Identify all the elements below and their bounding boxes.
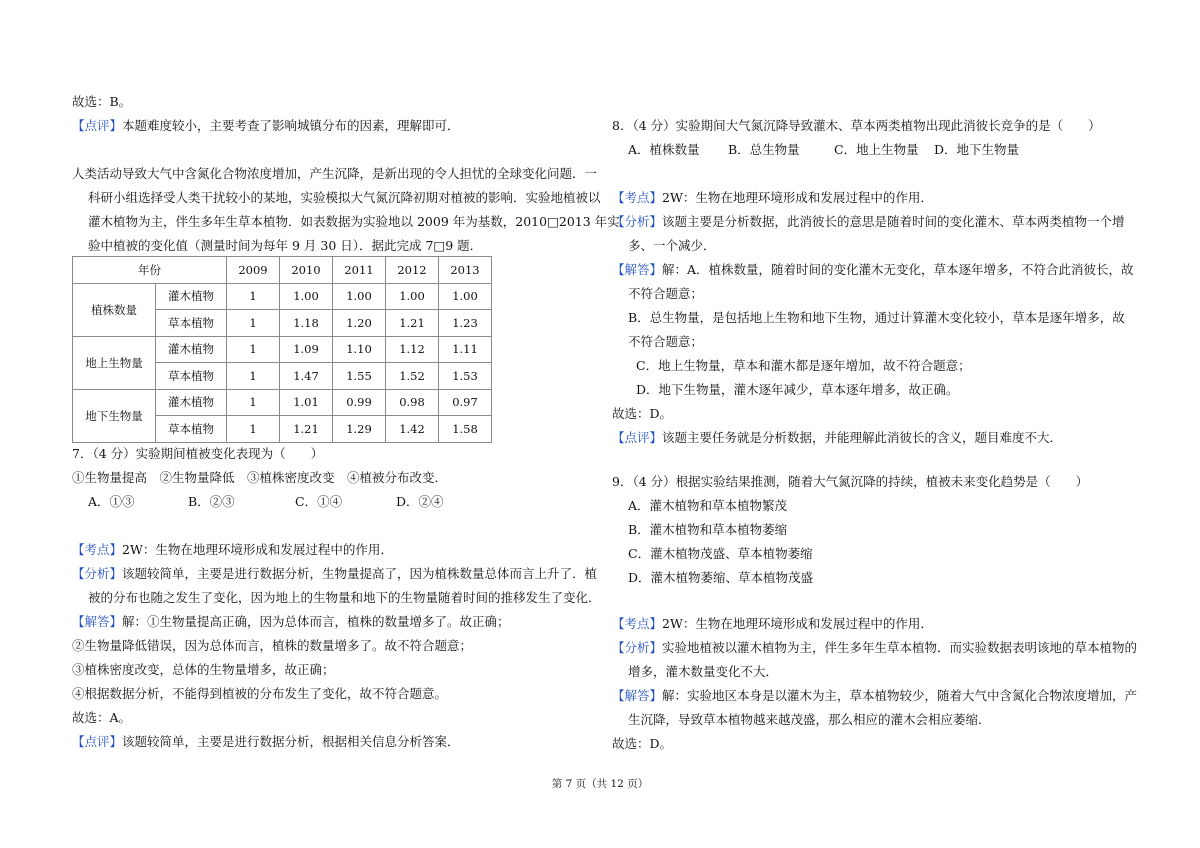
table-cell: 1.00 [386,283,439,310]
table-cell: 1.55 [333,363,386,390]
solution-line: 不符合题意； [628,334,704,349]
table-cell: 1 [227,389,280,416]
solution-text: 解：A．植株数量，随着时间的变化灌木无变化，草本逐年增多，不符合此消彼长，故 [662,262,1134,277]
analysis-text: 该题较简单，主要是进行数据分析，生物量提高了，因为植株数量总体而言上升了．植 [122,566,598,581]
page-number: 第 7 页（共 12 页） [551,778,649,790]
option-a: A．灌木植物和草本植物繁茂 [628,498,788,513]
knowledge-text: 2W：生物在地理环境形成和发展过程中的作用． [122,542,393,557]
option-d: D．灌木植物萎缩、草本植物茂盛 [628,570,814,585]
table-cell: 1.23 [439,310,492,337]
row-label: 灌木植物 [156,283,227,310]
passage-line: 验中植被的变化值（测量时间为每年 9 月 30 日）．据此完成 7□9 题． [88,238,483,253]
option-c: C．灌木植物茂盛、草本植物萎缩 [628,546,813,561]
review-tag: 【点评】 [612,430,663,445]
question-7-items: ①生物量提高 ②生物量降低 ③植株密度改变 ④植被分布改变． [72,470,448,485]
solution-line: 不符合题意； [628,286,704,301]
table-header-cell: 2012 [386,257,439,284]
option-c: C．地上生物量 [834,142,919,157]
table-cell: 1.42 [386,416,439,443]
table-header-cell: 2010 [280,257,333,284]
review-line [612,430,1062,446]
answer-line: 故选：B。 [72,94,132,109]
solution-line [72,614,510,630]
analysis-tag: 【分析】 [72,566,123,581]
solution-line: B．总生物量，是包括地上生物和地下生物，通过计算灌木变化较小，草本是逐年增多，故 [628,310,1125,325]
table-cell: 0.97 [439,389,492,416]
option-c: C．①④ [295,494,343,509]
solution-line: ②生物量降低错误，因为总体而言，植株的数量增多了。故不符合题意； [72,638,473,653]
table-cell: 1.00 [439,283,492,310]
review-text: 本题难度较小，主要考查了影响城镇分布的因素，理解即可． [122,118,460,133]
analysis-line [612,640,1137,656]
table-cell: 1.10 [333,336,386,363]
solution-line: C．地上生物量，草本和灌木都是逐年增加，故不符合题意； [636,358,971,373]
table-cell: 1.47 [280,363,333,390]
row-label: 草本植物 [156,416,227,443]
answer-line: 故选：A。 [72,710,132,725]
table-cell: 1.20 [333,310,386,337]
solution-tag: 【解答】 [612,688,663,703]
solution-text: 解：①生物量提高正确，因为总体而言，植株的数量增多了。故正确； [122,614,510,629]
knowledge-tag: 【考点】 [612,190,663,205]
table-row [73,283,492,310]
table-cell: 1.11 [439,336,492,363]
knowledge-point [612,616,933,632]
table-cell: 0.99 [333,389,386,416]
table-header-cell: 年份 [73,257,227,284]
answer-line: 故选：D。 [612,406,673,421]
knowledge-tag: 【考点】 [612,616,663,631]
option-a: A．①③ [88,494,135,509]
knowledge-text: 2W：生物在地理环境形成和发展过程中的作用． [662,616,933,631]
analysis-tag: 【分析】 [612,640,663,655]
table-cell: 1.00 [333,283,386,310]
table-cell: 1.18 [280,310,333,337]
question-7: 7．（4 分）实验期间植被变化表现为（ ） [72,446,324,461]
question-9: 9．（4 分）根据实验结果推测，随着大气氮沉降的持续，植被未来变化趋势是（ ） [612,474,1089,489]
option-b: B．总生物量 [728,142,800,157]
table-cell: 1.00 [280,283,333,310]
review-text: 该题较简单，主要是进行数据分析，根据相关信息分析答案． [122,734,460,749]
option-d: D．②④ [396,494,444,509]
table-cell: 0.98 [386,389,439,416]
analysis-line [612,214,1125,230]
review-line [72,734,460,750]
option-b: B．②③ [188,494,235,509]
knowledge-tag: 【考点】 [72,542,123,557]
review-line [72,118,460,134]
row-label: 灌木植物 [156,389,227,416]
row-label: 灌木植物 [156,336,227,363]
question-8: 8．（4 分）实验期间大气氮沉降导致灌木、草本两类植物出现此消彼长竞争的是（ ） [612,118,1101,133]
solution-line: ④根据数据分析，不能得到植被的分布发生了变化，故不符合题意。 [72,686,448,701]
table-cell: 1.09 [280,336,333,363]
option-b: B．灌木植物和草本植物萎缩 [628,522,788,537]
vegetation-data-table [72,256,492,443]
review-text: 该题主要任务就是分析数据，并能理解此消彼长的含义，题目难度不大． [662,430,1063,445]
analysis-tag: 【分析】 [612,214,663,229]
solution-line: 生沉降，导致草本植物越来越茂盛，那么相应的灌木会相应萎缩． [628,712,991,727]
solution-text: 解：实验地区本身是以灌木为主，草本植物较少，随着大气中含氮化合物浓度增加，产 [662,688,1138,703]
table-row [73,336,492,363]
table-cell: 1.29 [333,416,386,443]
review-tag: 【点评】 [72,734,123,749]
analysis-text: 该题主要是分析数据，此消彼长的意思是随着时间的变化灌木、草本两类植物一个增 [662,214,1125,229]
table-cell: 1.52 [386,363,439,390]
option-a: A．植株数量 [628,142,700,157]
table-cell: 1.21 [386,310,439,337]
table-cell: 1 [227,336,280,363]
knowledge-text: 2W：生物在地理环境形成和发展过程中的作用． [662,190,933,205]
table-cell: 1 [227,283,280,310]
table-cell: 1.53 [439,363,492,390]
option-d: D．地下生物量 [934,142,1020,157]
group-label: 地上生物量 [73,336,156,389]
table-row [73,389,492,416]
table-header-cell: 2009 [227,257,280,284]
solution-tag: 【解答】 [612,262,663,277]
solution-line: D．地下生物量，灌木逐年减少，草本逐年增多，故正确。 [636,382,959,397]
analysis-text: 实验地植被以灌木植物为主，伴生多年生草本植物．而实验数据表明该地的草本植物的 [662,640,1138,655]
solution-line [612,688,1137,704]
analysis-line [72,566,597,582]
table-cell: 1.01 [280,389,333,416]
row-label: 草本植物 [156,363,227,390]
analysis-line: 多、一个减少． [628,238,716,253]
solution-line: ③植株密度改变，总体的生物量增多，故正确； [72,662,335,677]
table-header-cell: 2013 [439,257,492,284]
answer-line: 故选：D。 [612,736,673,751]
table-header-cell: 2011 [333,257,386,284]
table-cell: 1 [227,363,280,390]
table-header-row [73,257,492,284]
table-cell: 1.21 [280,416,333,443]
table-cell: 1.58 [439,416,492,443]
passage-line: 科研小组选择受人类干扰较小的某地，实验模拟大气氮沉降初期对植被的影响．实验地植被以 [88,190,601,205]
table-cell: 1 [227,310,280,337]
solution-tag: 【解答】 [72,614,123,629]
passage-line: 人类活动导致大气中含氮化合物浓度增加，产生沉降，是新出现的令人担忧的全球变化问题．一 [72,166,598,181]
knowledge-point [72,542,393,558]
solution-line [612,262,1134,278]
review-tag: 【点评】 [72,118,123,133]
table-cell: 1 [227,416,280,443]
table-cell: 1.12 [386,336,439,363]
analysis-line: 被的分布也随之发生了变化，因为地上的生物量和地下的生物量随着时间的推移发生了变化． [88,590,601,605]
group-label: 植株数量 [73,283,156,336]
group-label: 地下生物量 [73,389,156,442]
knowledge-point [612,190,933,206]
passage-line: 灌木植物为主，伴生多年生草本植物．如表数据为实验地以 2009 年为基数，2010□2013 年实 [88,214,620,229]
row-label: 草本植物 [156,310,227,337]
analysis-line: 增多，灌木数量变化不大． [628,664,779,679]
